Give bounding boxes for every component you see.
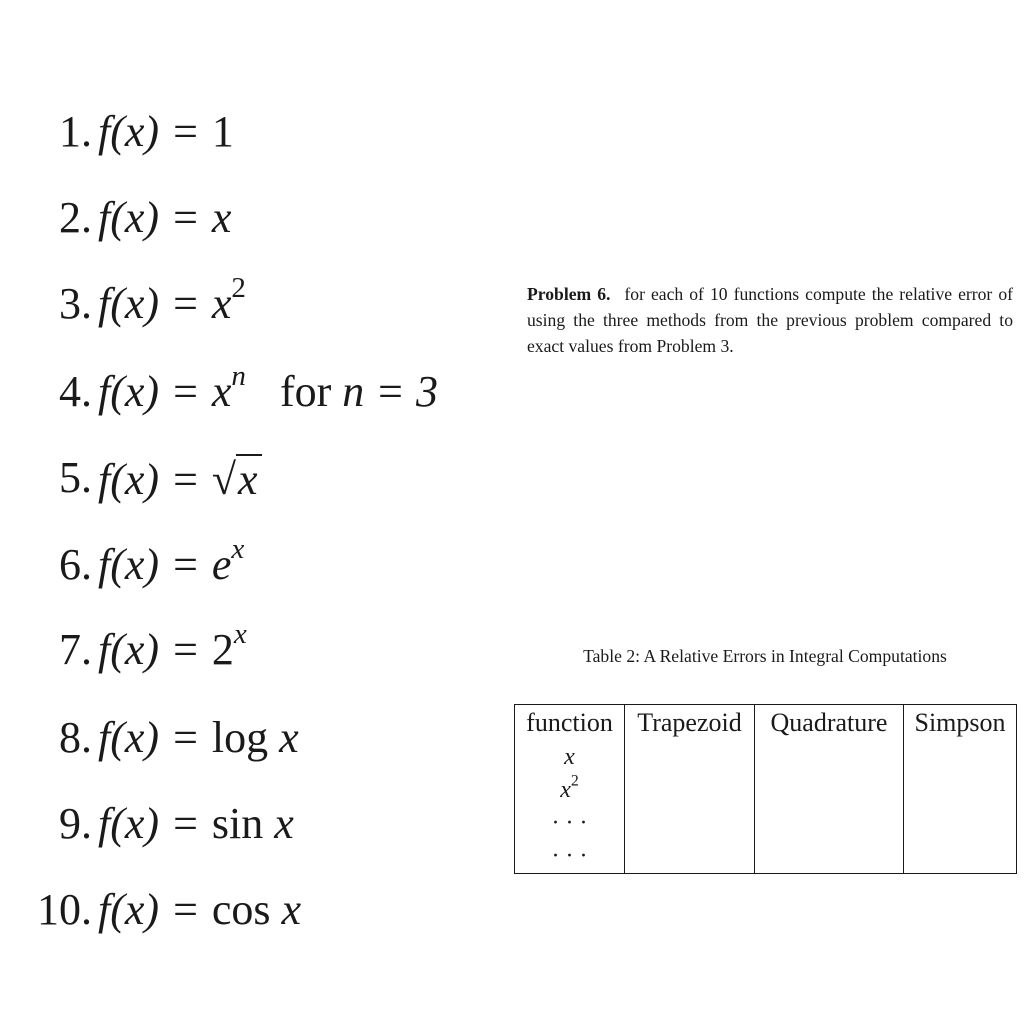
quadrature-cell: [755, 741, 904, 774]
function-operator: cos: [211, 885, 271, 934]
function-rhs: 1: [211, 107, 234, 156]
function-formula: f(x) = log x: [98, 713, 299, 762]
function-cell: · · ·: [515, 840, 625, 874]
problem-statement: [527, 281, 1013, 359]
item-number: 9.: [59, 799, 92, 848]
sqrt-icon: √: [211, 455, 237, 504]
column-header-quadrature: Quadrature: [755, 705, 904, 742]
function-operator: log: [211, 713, 269, 762]
function-rhs-base: 2: [211, 625, 234, 674]
function-item-4: [0, 362, 438, 422]
function-item-9: [0, 794, 294, 854]
function-formula: f(x) = √ x: [98, 454, 262, 502]
function-formula: $f(x) = x^2$: [98, 272, 246, 328]
function-lhs: f(x): [98, 885, 160, 934]
table-row: [515, 840, 1017, 874]
function-formula: f(x) = 1: [98, 107, 234, 156]
function-lhs: f(x): [98, 279, 160, 328]
table-header-row: [515, 705, 1017, 742]
problem-text: for each of 10 functions compute the relative error of using the three methods from the previous problem compared to exact values from Problem 3.: [527, 283, 1013, 356]
function-formula: f(x) = sin x: [98, 799, 294, 848]
problem-label: Problem 6.: [527, 283, 611, 304]
function-rhs-exponent: x: [233, 618, 247, 651]
function-rhs: x: [211, 193, 232, 242]
trapezoid-cell: [625, 741, 755, 774]
item-number: 5.: [59, 453, 92, 502]
table-caption: Table 2: A Relative Errors in Integral Computations: [583, 646, 947, 666]
item-number: 1.: [59, 107, 92, 156]
function-rhs-exponent: 2: [231, 272, 246, 305]
column-header-simpson: Simpson: [904, 705, 1017, 742]
function-item-8: [0, 708, 299, 768]
item-number: 6.: [59, 540, 92, 589]
trapezoid-cell: [625, 774, 755, 807]
item-number: 8.: [59, 713, 92, 762]
function-formula: $f(x) = 2^x$: [98, 618, 247, 674]
quadrature-cell: [755, 840, 904, 874]
simpson-cell: [904, 807, 1017, 840]
function-operator: sin: [211, 799, 264, 848]
function-lhs: f(x): [98, 455, 160, 504]
function-item-5: [0, 448, 262, 508]
function-lhs: f(x): [98, 540, 160, 589]
function-argument: x: [274, 799, 294, 848]
function-lhs: f(x): [98, 625, 160, 674]
function-item-10: [0, 880, 301, 940]
trapezoid-cell: [625, 807, 755, 840]
function-argument: x: [279, 713, 299, 762]
table-row: [515, 741, 1017, 774]
function-formula: f(x) = cos x: [98, 885, 302, 934]
item-number: 3.: [59, 279, 92, 328]
function-rhs-base: x: [211, 367, 232, 416]
item-number: 4.: [59, 367, 92, 416]
function-argument: x: [281, 885, 302, 934]
function-lhs: f(x): [98, 799, 160, 848]
function-item-7: [0, 620, 247, 680]
simpson-cell: [904, 840, 1017, 874]
item-number: 7.: [59, 625, 92, 674]
condition-word: for: [279, 367, 332, 416]
table-row: [515, 807, 1017, 840]
item-number: 2.: [59, 193, 92, 242]
function-formula: $f(x) = x^n$ for n = 3: [98, 360, 438, 416]
function-rhs-exponent: x: [231, 533, 245, 566]
function-cell: · · ·: [515, 807, 625, 840]
column-header-function: function: [515, 705, 625, 742]
function-cell: $x^2$: [515, 774, 625, 807]
function-lhs: f(x): [98, 367, 160, 416]
function-formula: f(x) = x: [98, 193, 232, 242]
function-rhs-base: e: [211, 540, 232, 589]
function-cell: x: [515, 741, 625, 774]
simpson-cell: [904, 741, 1017, 774]
results-table: [514, 704, 1017, 874]
function-lhs: f(x): [98, 107, 160, 156]
function-rhs-base: x: [211, 279, 232, 328]
item-number: 10.: [37, 885, 92, 934]
function-list: [0, 0, 500, 1024]
function-lhs: f(x): [98, 713, 160, 762]
function-lhs: f(x): [98, 193, 160, 242]
simpson-cell: [904, 774, 1017, 807]
function-rhs-exponent: n: [231, 360, 246, 393]
function-formula: $f(x) = e^x$: [98, 533, 245, 589]
function-item-1: [0, 102, 234, 162]
quadrature-cell: [755, 807, 904, 840]
condition: n = 3: [342, 367, 438, 416]
column-header-trapezoid: Trapezoid: [625, 705, 755, 742]
function-item-3: [0, 274, 246, 334]
function-item-6: [0, 535, 244, 595]
trapezoid-cell: [625, 840, 755, 874]
quadrature-cell: [755, 774, 904, 807]
table-row: [515, 774, 1017, 807]
sqrt-radicand: x: [236, 454, 262, 502]
function-item-2: [0, 188, 231, 248]
sqrt-expression: [212, 454, 262, 502]
